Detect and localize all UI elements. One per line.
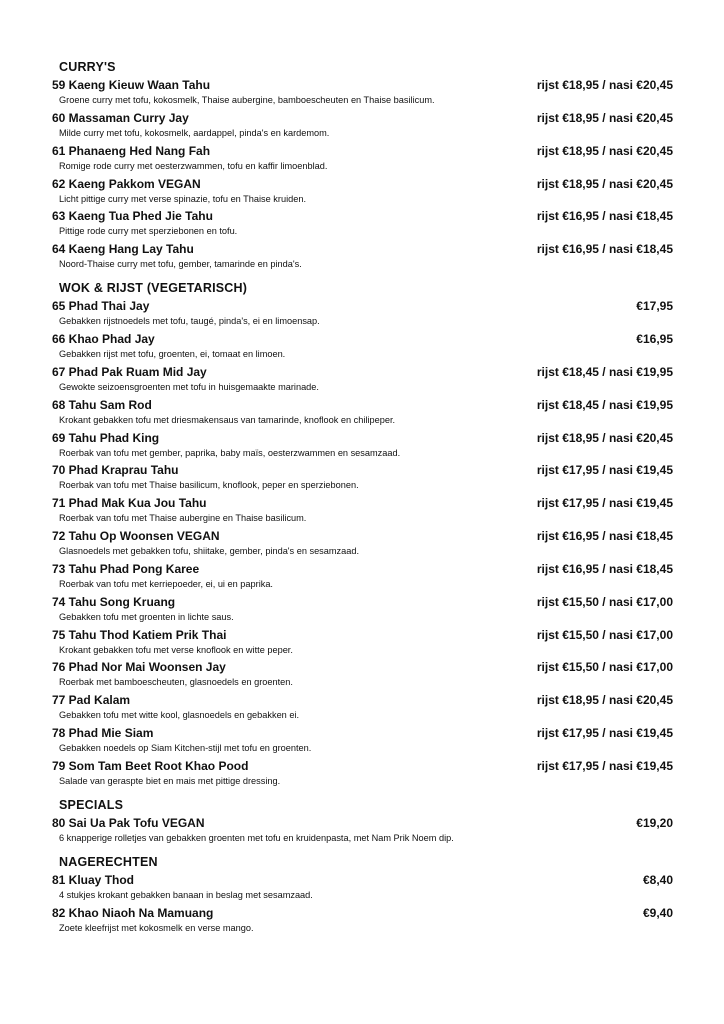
item-description: Licht pittige curry met verse spinazie, tofu en Thaise kruiden. [59, 194, 306, 204]
menu-item [0, 78, 724, 111]
item-description: Gebakken tofu met groenten in lichte saus. [59, 612, 234, 622]
item-price: €16,95 [636, 332, 673, 346]
item-price: rijst €16,95 / nasi €18,45 [536, 529, 673, 543]
menu-item [0, 463, 724, 496]
menu-item [0, 595, 724, 628]
menu-item [0, 242, 724, 275]
item-description: Groene curry met tofu, kokosmelk, Thaise aubergine, bamboescheuten en Thaise basilicum. [59, 95, 435, 105]
item-name: 80 Sai Ua Pak Tofu VEGAN [52, 816, 205, 830]
item-price: €17,95 [636, 299, 673, 313]
section-title: CURRY'S [59, 60, 116, 74]
menu-item [0, 398, 724, 431]
item-name: 60 Massaman Curry Jay [52, 111, 189, 125]
item-name: 72 Tahu Op Woonsen VEGAN [52, 529, 220, 543]
menu-item [0, 873, 724, 906]
menu-item [0, 759, 724, 792]
item-description: Glasnoedels met gebakken tofu, shiitake, gember, pinda's en sesamzaad. [59, 546, 360, 556]
item-description: Pittige rode curry met sperziebonen en tofu. [59, 226, 238, 236]
menu-item [0, 431, 724, 464]
item-price: rijst €15,50 / nasi €17,00 [536, 628, 673, 642]
menu-item [0, 332, 724, 365]
item-description: Roerbak van tofu met gember, paprika, baby maïs, oesterzwammen en sesamzaad. [59, 448, 401, 458]
item-description: Roerbak van tofu met Thaise basilicum, knoflook, peper en sperziebonen. [59, 480, 359, 490]
menu-item [0, 628, 724, 661]
item-name: 64 Kaeng Hang Lay Tahu [52, 242, 194, 256]
item-name: 68 Tahu Sam Rod [52, 398, 152, 412]
section-title: NAGERECHTEN [59, 855, 158, 869]
item-price: rijst €18,95 / nasi €20,45 [536, 431, 673, 445]
item-name: 82 Khao Niaoh Na Mamuang [52, 906, 214, 920]
menu-item [0, 299, 724, 332]
section-title: WOK & RIJST (VEGETARISCH) [59, 281, 248, 295]
item-description: Gewokte seizoensgroenten met tofu in huisgemaakte marinade. [59, 382, 319, 392]
menu-item [0, 906, 724, 939]
menu-item [0, 816, 724, 849]
item-description: Roerbak met bamboescheuten, glasnoedels en groenten. [59, 677, 293, 687]
item-price: rijst €18,95 / nasi €20,45 [536, 693, 673, 707]
item-price: rijst €18,95 / nasi €20,45 [536, 78, 673, 92]
item-price: rijst €18,45 / nasi €19,95 [536, 398, 673, 412]
item-description: Krokant gebakken tofu met driesmakensaus van tamarinde, knoflook en chilipeper. [59, 415, 396, 425]
item-name: 70 Phad Kraprau Tahu [52, 463, 179, 477]
menu-item [0, 209, 724, 242]
menu-item [0, 562, 724, 595]
item-name: 75 Tahu Thod Katiem Prik Thai [52, 628, 227, 642]
item-description: Gebakken tofu met witte kool, glasnoedels en gebakken ei. [59, 710, 300, 720]
item-description: Roerbak van tofu met kerriepoeder, ei, ui en paprika. [59, 579, 273, 589]
menu-item [0, 111, 724, 144]
item-description: Gebakken rijstnoedels met tofu, taugé, pinda's, ei en limoensap. [59, 316, 320, 326]
menu-item [0, 726, 724, 759]
item-name: 59 Kaeng Kieuw Waan Tahu [52, 78, 211, 92]
item-description: Krokant gebakken tofu met verse knoflook en witte peper. [59, 645, 293, 655]
item-name: 63 Kaeng Tua Phed Jie Tahu [52, 209, 213, 223]
item-price: rijst €16,95 / nasi €18,45 [536, 209, 673, 223]
item-name: 76 Phad Nor Mai Woonsen Jay [52, 660, 226, 674]
item-price: rijst €18,95 / nasi €20,45 [536, 144, 673, 158]
item-price: €8,40 [642, 873, 673, 887]
item-name: 67 Phad Pak Ruam Mid Jay [52, 365, 207, 379]
item-price: rijst €16,95 / nasi €18,45 [536, 242, 673, 256]
item-name: 62 Kaeng Pakkom VEGAN [52, 177, 201, 191]
menu-item [0, 529, 724, 562]
item-name: 77 Pad Kalam [52, 693, 131, 707]
item-name: 73 Tahu Phad Pong Karee [52, 562, 200, 576]
item-name: 78 Phad Mie Siam [52, 726, 154, 740]
item-description: Roerbak van tofu met Thaise aubergine en Thaise basilicum. [59, 513, 307, 523]
item-price: rijst €18,45 / nasi €19,95 [536, 365, 673, 379]
item-name: 74 Tahu Song Kruang [52, 595, 176, 609]
menu-item [0, 144, 724, 177]
item-description: 4 stukjes krokant gebakken banaan in beslag met sesamzaad. [59, 890, 313, 900]
item-price: rijst €17,95 / nasi €19,45 [536, 726, 673, 740]
item-name: 79 Som Tam Beet Root Khao Pood [52, 759, 249, 773]
item-price: rijst €16,95 / nasi €18,45 [536, 562, 673, 576]
item-price: rijst €17,95 / nasi €19,45 [536, 496, 673, 510]
menu-item [0, 693, 724, 726]
section-title: SPECIALS [59, 798, 124, 812]
item-price: rijst €18,95 / nasi €20,45 [536, 177, 673, 191]
item-description: Zoete kleefrijst met kokosmelk en verse mango. [59, 923, 254, 933]
item-price: rijst €15,50 / nasi €17,00 [536, 595, 673, 609]
item-description: Romige rode curry met oesterzwammen, tofu en kaffir limoenblad. [59, 161, 328, 171]
item-description: Gebakken noedels op Siam Kitchen-stijl met tofu en groenten. [59, 743, 312, 753]
menu-item [0, 365, 724, 398]
menu-item [0, 660, 724, 693]
item-name: 61 Phanaeng Hed Nang Fah [52, 144, 211, 158]
item-price: €9,40 [642, 906, 673, 920]
item-price: rijst €17,95 / nasi €19,45 [536, 463, 673, 477]
item-description: Noord-Thaise curry met tofu, gember, tamarinde en pinda's. [59, 259, 302, 269]
item-name: 81 Kluay Thod [52, 873, 135, 887]
item-price: €19,20 [636, 816, 673, 830]
item-description: Milde curry met tofu, kokosmelk, aardappel, pinda's en kardemom. [59, 128, 330, 138]
item-price: rijst €18,95 / nasi €20,45 [536, 111, 673, 125]
item-description: Gebakken rijst met tofu, groenten, ei, tomaat en limoen. [59, 349, 286, 359]
menu-item [0, 496, 724, 529]
item-description: Salade van geraspte biet en mais met pittige dressing. [59, 776, 281, 786]
item-name: 69 Tahu Phad King [52, 431, 160, 445]
item-price: rijst €15,50 / nasi €17,00 [536, 660, 673, 674]
item-name: 66 Khao Phad Jay [52, 332, 155, 346]
item-name: 65 Phad Thai Jay [52, 299, 150, 313]
menu-item [0, 177, 724, 210]
item-name: 71 Phad Mak Kua Jou Tahu [52, 496, 207, 510]
item-description: 6 knapperige rolletjes van gebakken groenten met tofu en kruidenpasta, met Nam Prik Noem dip. [59, 833, 454, 843]
item-price: rijst €17,95 / nasi €19,45 [536, 759, 673, 773]
